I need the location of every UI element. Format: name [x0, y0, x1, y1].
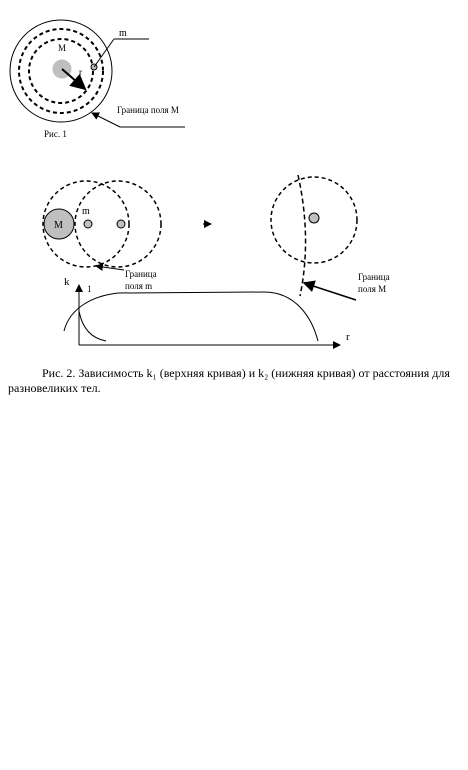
boundary-M-leader — [304, 283, 356, 300]
fig2-boundary-M-line2: поля M — [358, 284, 387, 294]
fig1-m-label: m — [119, 28, 127, 39]
k2-lower-curve — [79, 311, 106, 341]
fig2-tick-1: 1 — [87, 284, 92, 294]
boundary-M-leader — [92, 113, 120, 127]
fig1-r-label: r — [79, 67, 82, 77]
k1-upper-curve — [64, 292, 318, 341]
fig2-boundary-M-line1: Граница — [358, 272, 390, 282]
figure-2 — [43, 175, 390, 345]
mass-m-far — [309, 213, 319, 223]
fig2-k-label: k — [64, 276, 70, 288]
fig2-M-label: M — [54, 220, 63, 231]
fig2-m-label: m — [82, 206, 90, 217]
fig2-r-label: r — [346, 331, 350, 343]
boundary-M-arc — [298, 175, 306, 296]
mass-m-left — [84, 220, 92, 228]
figure-1 — [10, 20, 185, 139]
fig1-boundary-label: Граница поля М — [117, 105, 179, 115]
mass-m-right — [117, 220, 125, 228]
fig1-M-label: M — [58, 43, 67, 53]
fig2-boundary-m-line1: Граница — [125, 269, 157, 279]
fig1-caption: Рис. 1 — [44, 129, 67, 139]
fig2-boundary-m-line2: поля m — [125, 281, 153, 291]
fig2-caption: Рис. 2. Зависимость k₁ (верхняя кривая) и k₂ (нижняя кривая) от расстояния для разновеликих тел. — [8, 366, 450, 395]
